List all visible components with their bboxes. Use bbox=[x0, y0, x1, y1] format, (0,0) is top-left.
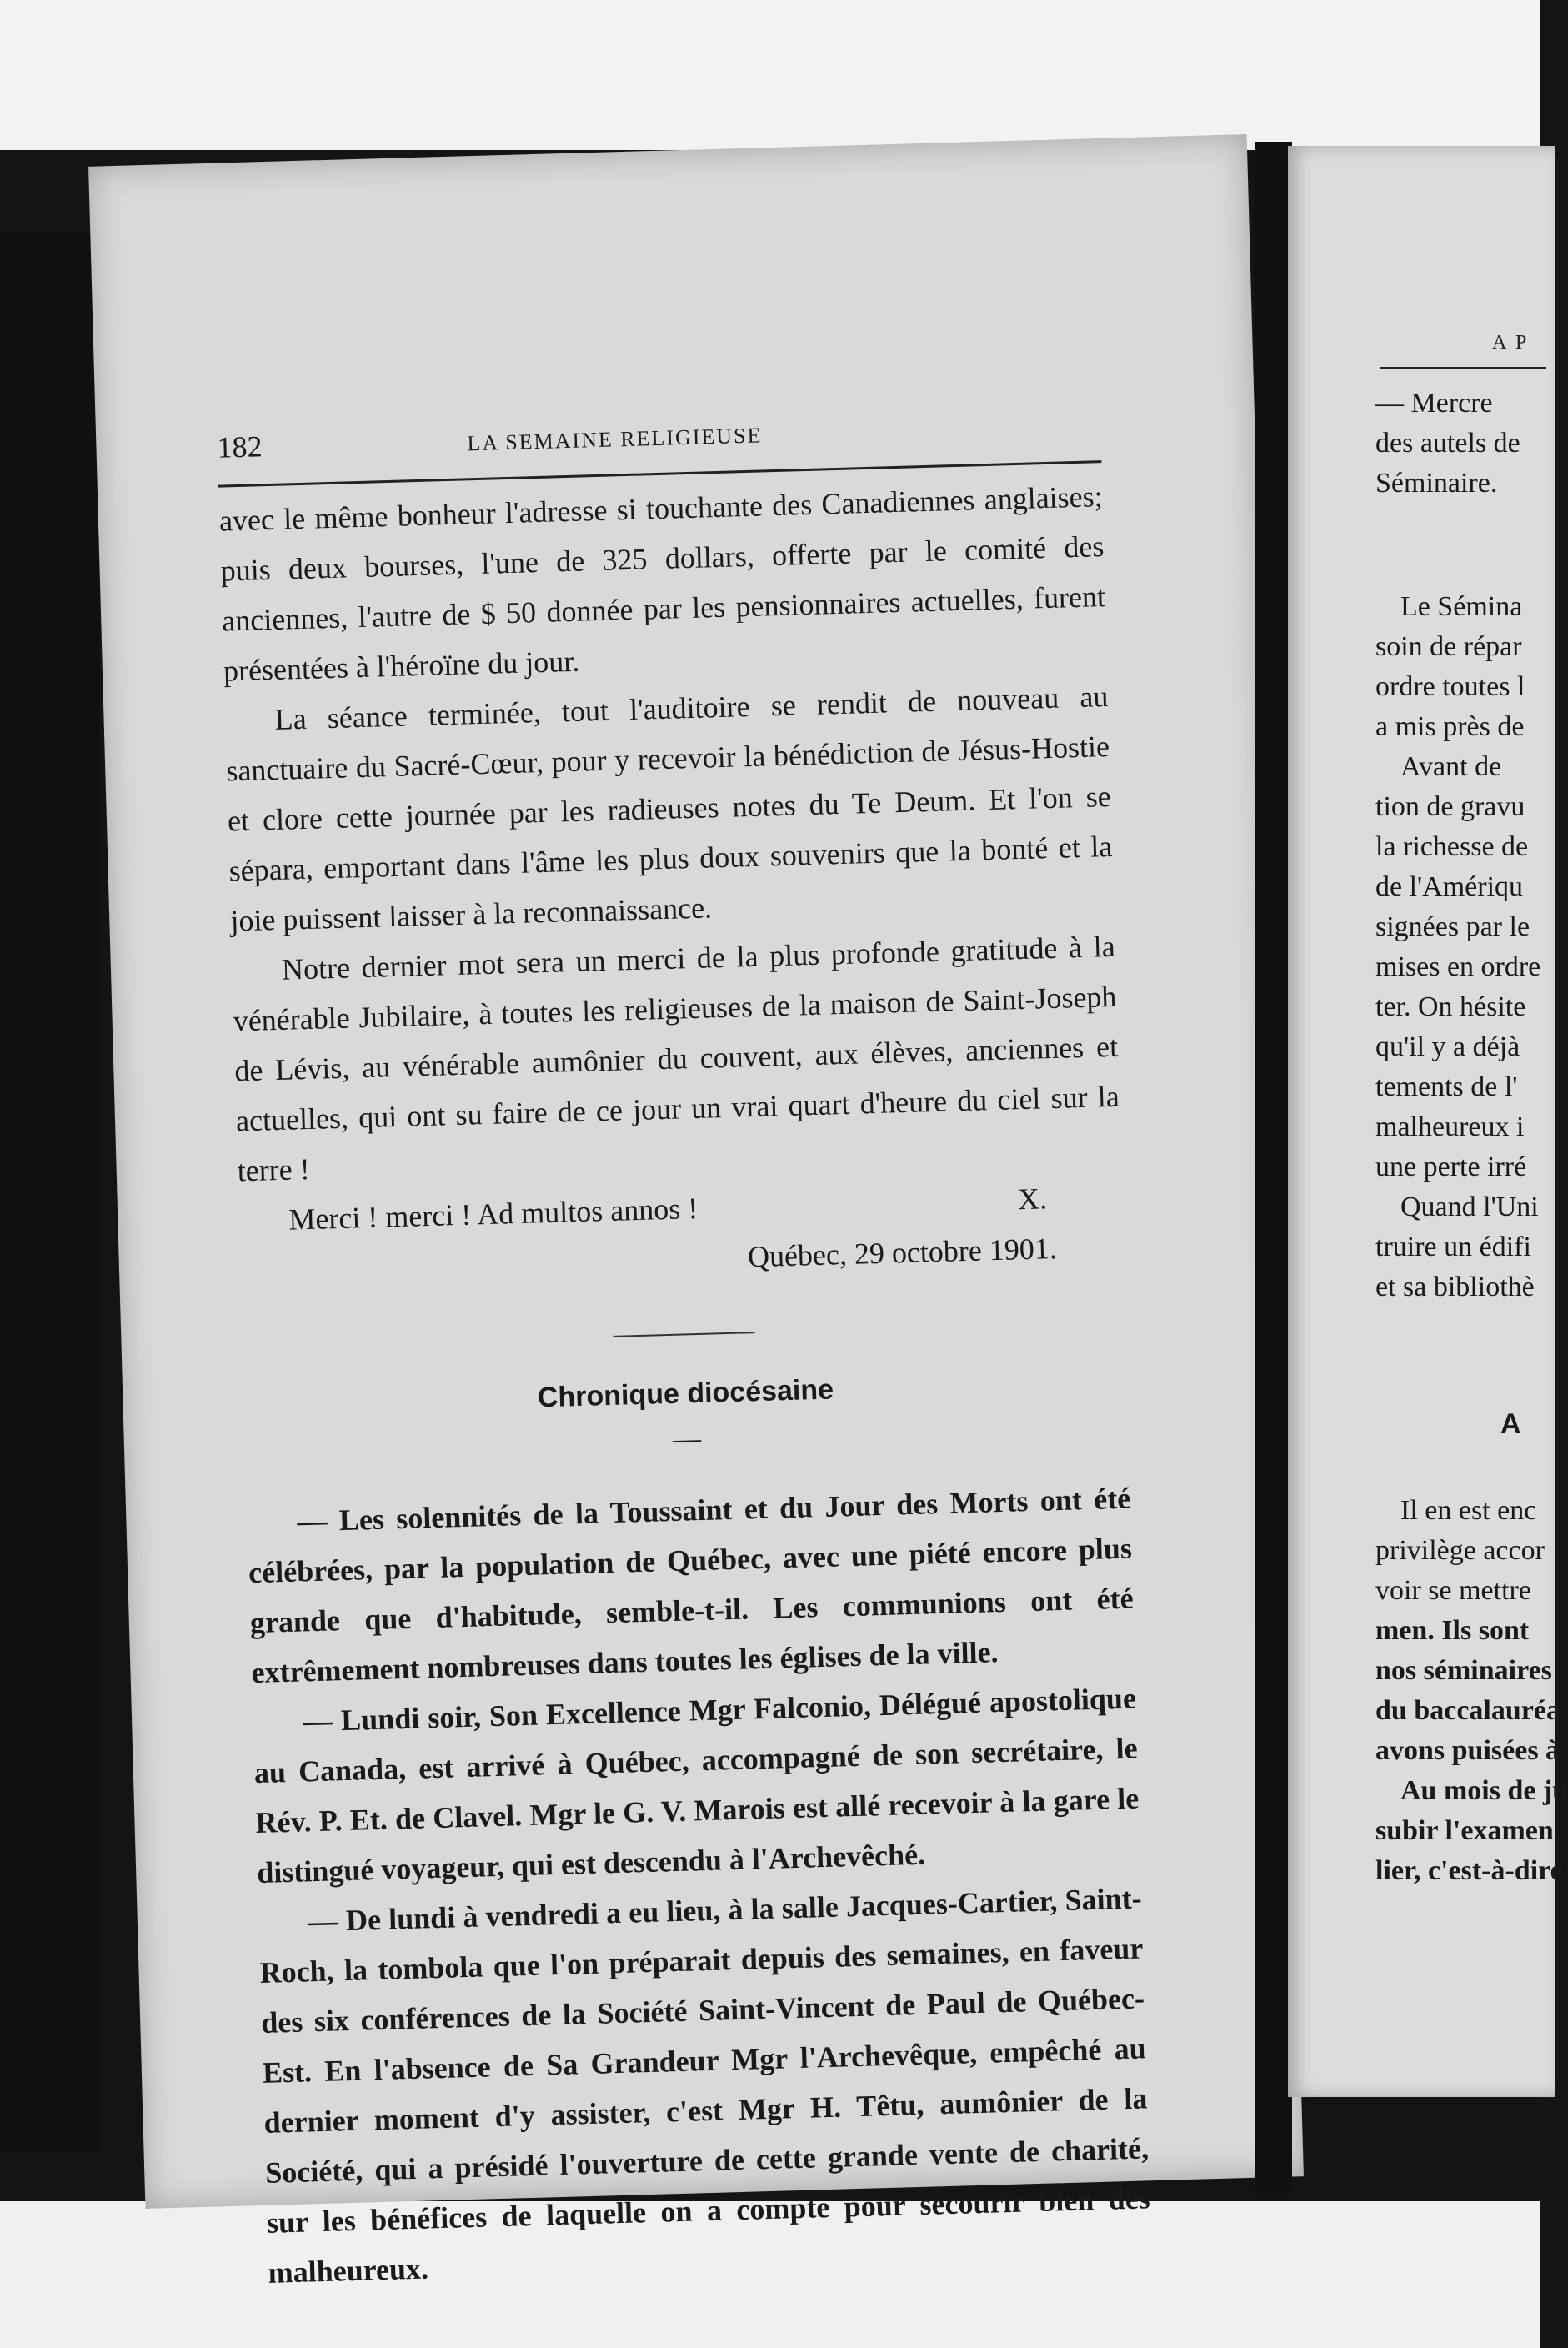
closing-text: Merci ! merci ! Ad multos annos ! bbox=[288, 1191, 699, 1237]
film-left-edge bbox=[0, 233, 100, 2151]
right-line: men. Ils sont bbox=[1375, 1615, 1530, 1646]
right-line: nos séminaires bbox=[1375, 1655, 1552, 1686]
title-dash: — bbox=[672, 1422, 702, 1455]
section-divider bbox=[613, 1332, 754, 1337]
chronique-item: — Lundi soir, Son Excellence Mgr Falconio, Délégué apostolique au Canada, est arrivé à Québec, accompagné de son secrétaire, le Rév. P. Et. de Clavel. Mgr le G. V. Marois est allé recevoir à la gare le distingué voyageur, qui est descendu à l'Archevêché. bbox=[253, 1681, 1140, 1890]
right-line: truire un édifi bbox=[1375, 1232, 1531, 1262]
right-line: ordre toutes l bbox=[1375, 671, 1525, 702]
right-line: tements de l' bbox=[1375, 1071, 1518, 1102]
right-line: de l'Amériqu bbox=[1375, 871, 1524, 902]
right-line: la richesse de bbox=[1375, 831, 1529, 862]
left-page-content bbox=[217, 405, 1152, 2298]
page-header bbox=[217, 405, 1101, 480]
right-line: voir se mettre bbox=[1375, 1575, 1531, 1606]
running-head: LA SEMAINE RELIGIEUSE bbox=[467, 423, 763, 456]
right-line: — Mercre bbox=[1375, 388, 1493, 419]
left-page bbox=[88, 134, 1304, 2290]
chronique-item: — Les solennités de la Toussaint et du Jour des Morts ont été célébrées, par la population de Québec, avec une piété encore plus grande que d'habitude, semble-t-il. Les communions ont été extrêmement nombreuses dans toutes les églises de la ville. bbox=[248, 1481, 1135, 1690]
right-line: Il en est enc bbox=[1400, 1495, 1537, 1526]
paragraph: avec le même bonheur l'adresse si touchante des Canadiennes anglaises; puis deux bourses, l'une de 325 dollars, offerte par le comité des anciennes, l'autre de $ 50 donnée par les pensionnaires actuelles, furent présentées à l'héroïne du jour. bbox=[218, 479, 1106, 688]
right-line: Avant de bbox=[1400, 751, 1502, 782]
film-margin-top bbox=[0, 0, 1540, 150]
right-section-title: A bbox=[1500, 1408, 1521, 1440]
right-line: des autels de bbox=[1375, 428, 1520, 459]
right-line: signées par le bbox=[1375, 911, 1530, 942]
right-page-content bbox=[1375, 317, 1568, 1891]
right-line: Au mois de ju bbox=[1400, 1775, 1568, 1806]
right-line: subir l'examen bbox=[1375, 1815, 1554, 1846]
right-line: mises en ordre bbox=[1375, 951, 1541, 982]
dateline: Québec, 29 octobre 1901. bbox=[747, 1231, 1058, 1274]
right-line: malheureux i bbox=[1375, 1111, 1525, 1142]
right-line: tion de gravu bbox=[1375, 791, 1525, 822]
book-gutter bbox=[1255, 142, 1292, 2193]
paragraph: La séance terminée, tout l'auditoire se rendit de nouveau au sanctuaire du Sacré-Cœur, pour y recevoir la bénédiction de Jésus-Hostie et clore cette journée par les radieuses notes du Te Deum. Et l'on se sépara, emportant dans l'âme les plus doux souvenirs que la bonté et la joie puissent laisser à la reconnaissance. bbox=[225, 679, 1113, 938]
signature: X. bbox=[1017, 1182, 1048, 1217]
right-line: privilège accor bbox=[1375, 1535, 1545, 1566]
chronique-item: — De lundi à vendredi a eu lieu, à la salle Jacques-Cartier, Saint-Roch, la tombola que l'on préparait depuis des semaines, en faveur des six conférences de la Société Saint-Vincent de Paul de Québec-Est. En l'absence de Sa Grandeur Mgr l'Archevêque, empêché au dernier moment d'y assister, c'est Mgr H. Têtu, aumônier de la Société, qui a présidé l'ouverture de cette grande vente de charité, sur les bénéfices de laquelle on a compté pour secourir bien des malheureux. bbox=[259, 1881, 1151, 2290]
right-line: a mis près de bbox=[1375, 711, 1525, 742]
section-title: Chronique diocésaine bbox=[537, 1373, 834, 1414]
right-line: Quand l'Uni bbox=[1400, 1192, 1539, 1222]
right-line: avons puisées à bbox=[1375, 1735, 1560, 1766]
right-running-head: A P bbox=[1492, 332, 1530, 354]
right-line: qu'il y a déjà bbox=[1375, 1031, 1520, 1062]
right-line: soin de répar bbox=[1375, 631, 1522, 662]
right-line: Le Sémina bbox=[1400, 591, 1523, 622]
paragraph: Notre dernier mot sera un merci de la plus profonde gratitude à la vénérable Jubilaire, à toutes les religieuses de la maison de Saint-Joseph de Lévis, au vénérable aumônier du couvent, aux élèves, anciennes et actuelles, qui ont su faire de ce jour un vrai quart d'heure du ciel sur la terre ! bbox=[233, 929, 1120, 1188]
right-line: Séminaire. bbox=[1375, 468, 1498, 499]
right-line: et sa bibliothè bbox=[1375, 1272, 1535, 1302]
right-line: lier, c'est-à-dire bbox=[1375, 1855, 1563, 1886]
right-line: ter. On hésite bbox=[1375, 991, 1526, 1022]
page-number: 182 bbox=[216, 429, 263, 464]
right-line: une perte irré bbox=[1375, 1151, 1527, 1182]
right-line: du baccalauréa bbox=[1375, 1695, 1560, 1726]
